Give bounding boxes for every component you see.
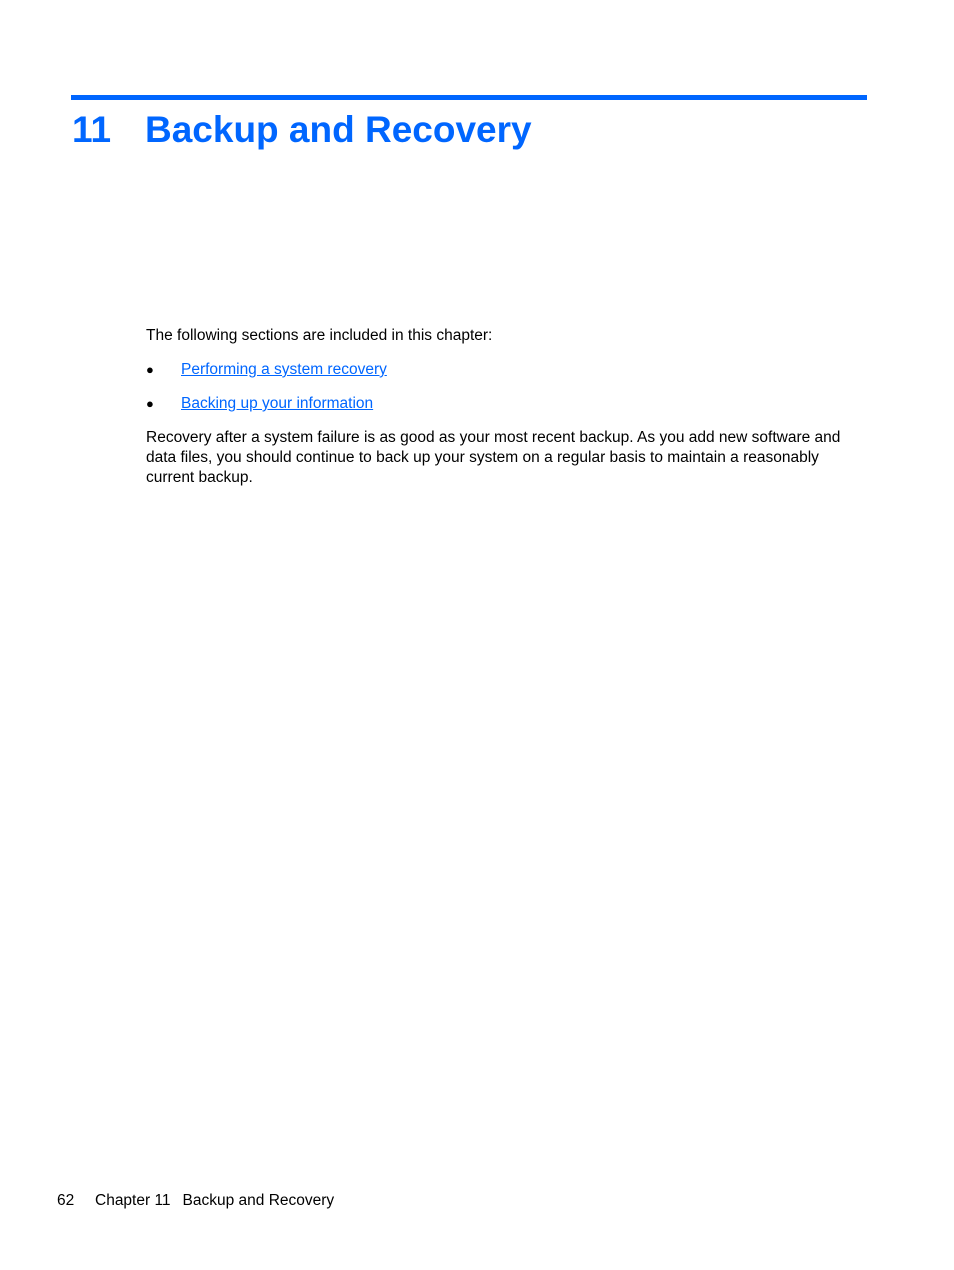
bullet-icon: ●: [146, 362, 154, 377]
page-footer: [57, 1191, 334, 1211]
chapter-number: 11: [72, 109, 112, 150]
footer-chapter-label: Chapter 11: [95, 1192, 171, 1209]
chapter-content: [146, 326, 868, 488]
section-list: [146, 360, 868, 414]
chapter-rule: [71, 95, 867, 100]
bullet-icon: ●: [146, 396, 154, 411]
link-backing-up-information[interactable]: Backing up your information: [181, 395, 374, 412]
page-number: 62: [57, 1192, 75, 1209]
list-item: [146, 394, 868, 414]
link-performing-system-recovery[interactable]: Performing a system recovery: [181, 361, 387, 378]
intro-text: The following sections are included in this chapter:: [146, 327, 493, 344]
body-paragraph: Recovery after a system failure is as good as your most recent backup. As you add new software and data files, you should continue to back up your system on a regular basis to maintain a reasonably current backup.: [146, 429, 841, 486]
chapter-title: Backup and Recovery: [145, 109, 532, 150]
list-item: [146, 360, 868, 380]
footer-chapter-title: Backup and Recovery: [182, 1192, 335, 1209]
chapter-heading: [72, 106, 532, 154]
